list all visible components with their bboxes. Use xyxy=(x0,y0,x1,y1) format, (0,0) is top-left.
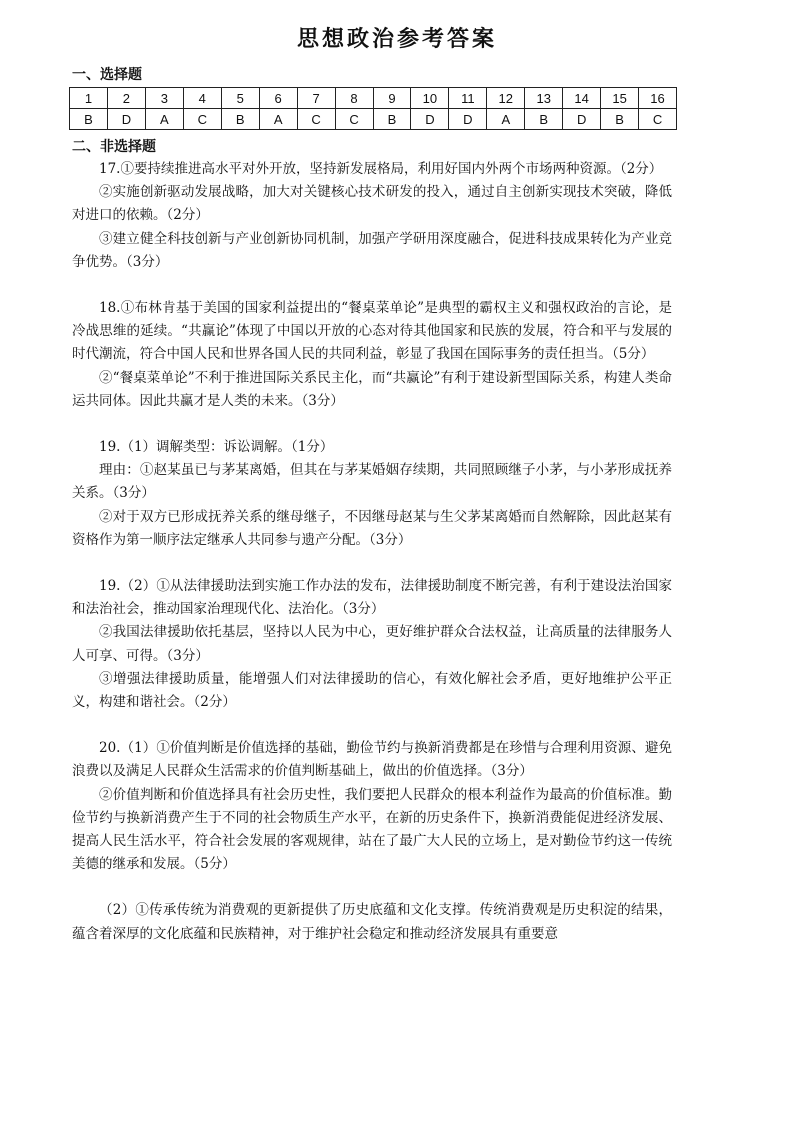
paragraph-17-3: ③建立健全科技创新与产业创新协同机制，加强产学研用深度融合，促进科技成果转化为产业竞争优势。（3分） xyxy=(72,230,672,270)
paragraph-18-1: 18.①布林肯基于美国的国家利益提出的“餐桌菜单论”是典型的霸权主义和强权政治的言论，是冷战思维的延续。“共赢论”体现了中国以开放的心态对待其他国家和民族的发展，符合和平与发展的时代潮流，符合中国人民和世界各国人民的共同利益，彰显了我国在国际事务的责任担当。（5分） xyxy=(72,300,672,363)
answer-table-number-cell: 4 xyxy=(183,88,221,109)
answer-table-number-cell: 1 xyxy=(70,88,108,109)
answer-table-number-cell: 9 xyxy=(373,88,411,109)
answer-table xyxy=(69,87,677,130)
answer-table-number-cell: 12 xyxy=(487,88,525,109)
answer-table-answer-row xyxy=(70,109,677,130)
paragraph-20-1-1: 20.（1）①价值判断是价值选择的基础，勤俭节约与换新消费都是在珍惜与合理利用资源、避免浪费以及满足人民群众生活需求的价值判断基础上，做出的价值选择。（3分） xyxy=(72,740,672,780)
answer-table-answer-cell: C xyxy=(297,109,335,130)
paragraph-19-2-1: 19.（2）①从法律援助法到实施工作办法的发布，法律援助制度不断完善，有利于建设法治国家和法治社会，推动国家治理现代化、法治化。（3分） xyxy=(72,578,672,618)
paragraph-19-1-reason-2: ②对于双方已形成抚养关系的继母继子，不因继母赵某与生父茅某离婚而自然解除，因此赵某有资格作为第一顺序法定继承人共同参与遗产分配。（3分） xyxy=(72,508,672,548)
section-heading-choice: 一、选择题 xyxy=(72,67,142,83)
paragraph-20-2-1: （2）①传承传统为消费观的更新提供了历史底蕴和文化支撑。传统消费观是历史积淀的结果，蕴含着深厚的文化底蕴和民族精神，对于维护社会稳定和推动经济发展具有重要意 xyxy=(72,902,672,942)
answer-table-number-cell: 11 xyxy=(449,88,487,109)
answer-table-number-row xyxy=(70,88,677,109)
answer-table-answer-cell: D xyxy=(449,109,487,130)
answer-table-answer-cell: C xyxy=(335,109,373,130)
answer-table-answer-cell: D xyxy=(563,109,601,130)
paragraph-19-1-reason-1: 理由：①赵某虽已与茅某离婚，但其在与茅某婚姻存续期，共同照顾继子小茅，与小茅形成抚养关系。（3分） xyxy=(72,462,672,502)
paragraph-19-2-3: ③增强法律援助质量，能增强人们对法律援助的信心，有效化解社会矛盾，更好地维护公平正义，构建和谐社会。（2分） xyxy=(72,670,672,711)
answer-table-answer-cell: B xyxy=(373,109,411,130)
answer-table-number-cell: 7 xyxy=(297,88,335,109)
page-title: 思想政治参考答案 xyxy=(296,26,497,52)
section-heading-nonchoice: 二、非选择题 xyxy=(72,139,156,155)
answer-table-number-cell: 3 xyxy=(145,88,183,109)
answer-table-answer-cell: D xyxy=(107,109,145,130)
answer-table-number-cell: 16 xyxy=(639,88,677,109)
paragraph-18-2: ②“餐桌菜单论”不利于推进国际关系民主化，而“共赢论”有利于建设新型国际关系，构建人类命运共同体。因此共赢才是人类的未来。（3分） xyxy=(72,369,672,409)
answer-table-number-cell: 6 xyxy=(259,88,297,109)
answer-table-answer-cell: A xyxy=(487,109,525,130)
answer-table-answer-cell: B xyxy=(221,109,259,130)
answer-table-number-cell: 8 xyxy=(335,88,373,109)
answer-table-number-cell: 10 xyxy=(411,88,449,109)
answer-table-number-cell: 13 xyxy=(525,88,563,109)
answer-table-answer-cell: B xyxy=(70,109,108,130)
paragraph-17-2: ②实施创新驱动发展战略，加大对关键核心技术研发的投入，通过自主创新实现技术突破，降低对进口的依赖。（2分） xyxy=(72,184,672,224)
answer-table-answer-cell: D xyxy=(411,109,449,130)
answer-table-number-cell: 2 xyxy=(107,88,145,109)
answer-table-number-cell: 14 xyxy=(563,88,601,109)
answer-table-answer-cell: C xyxy=(639,109,677,130)
paragraph-20-1-2: ②价值判断和价值选择具有社会历史性，我们要把人民群众的根本利益作为最高的价值标准。勤俭节约与换新消费产生于不同的社会物质生产水平，在新的历史条件下，换新消费能促进经济发展、提高人民生活水平，符合社会发展的客观规律，站在了最广大人民的立场上，是对勤俭节约这一传统美德的继承和发展。（5分） xyxy=(72,786,672,873)
answer-table-answer-cell: A xyxy=(145,109,183,130)
answer-table-answer-cell: A xyxy=(259,109,297,130)
answer-table-answer-cell: B xyxy=(525,109,563,130)
answer-table-number-cell: 15 xyxy=(601,88,639,109)
answer-content xyxy=(72,158,672,946)
paragraph-19-1-type: 19.（1）调解类型：诉讼调解。（1分） xyxy=(99,439,334,456)
paragraph-19-2-2: ②我国法律援助依托基层，坚持以人民为中心，更好维护群众合法权益，让高质量的法律服务人人可享、可得。（3分） xyxy=(72,624,672,664)
paragraph-17-1: 17.①要持续推进高水平对外开放，坚持新发展格局，利用好国内外两个市场两种资源。（2分） xyxy=(99,161,663,177)
answer-table-answer-cell: B xyxy=(601,109,639,130)
answer-table-number-cell: 5 xyxy=(221,88,259,109)
answer-table-answer-cell: C xyxy=(183,109,221,130)
